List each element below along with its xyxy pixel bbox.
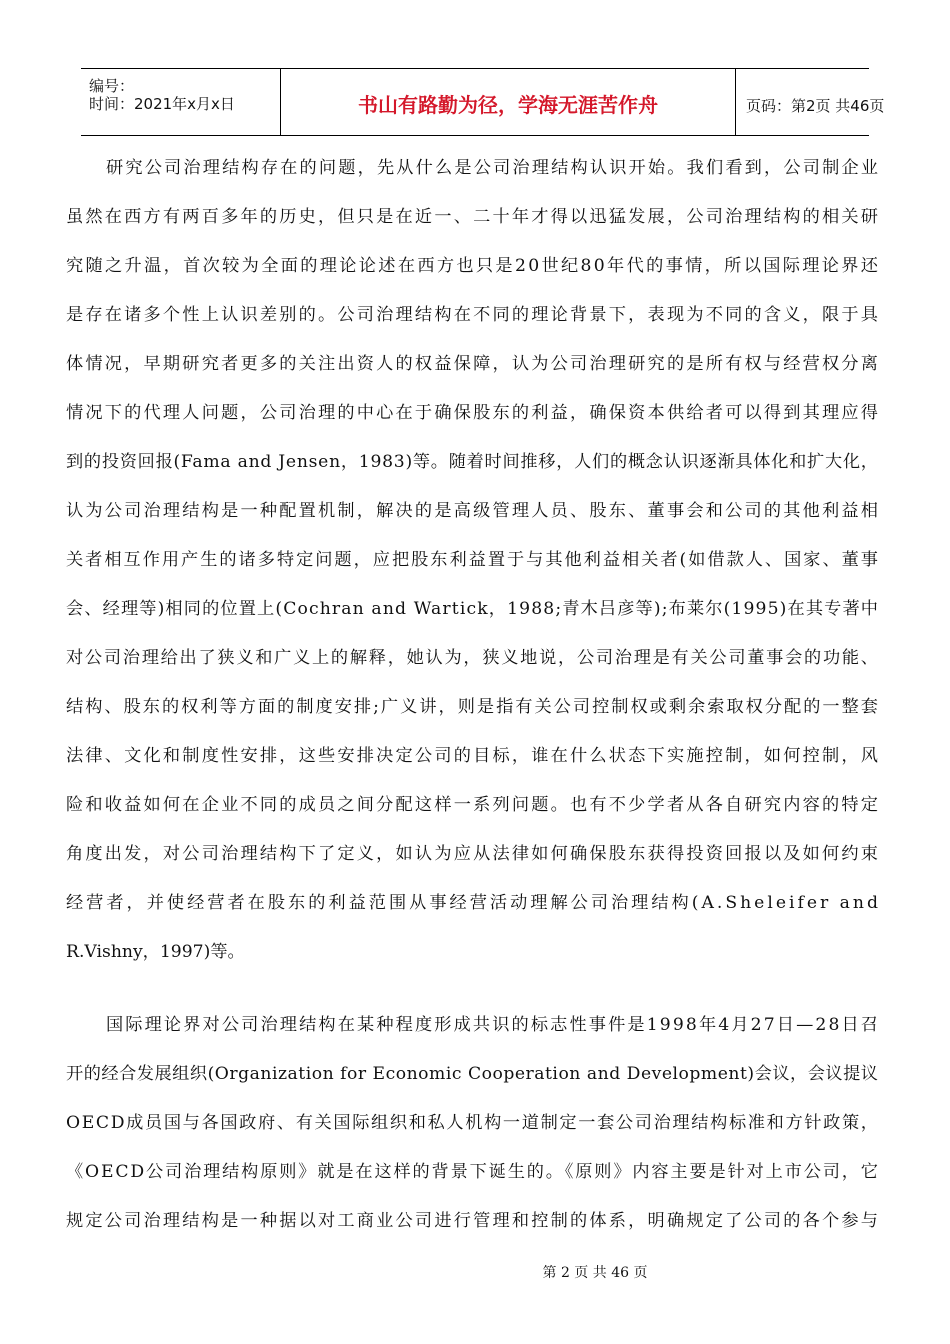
body-line: 险和收益如何在企业不同的成员之间分配这样一系列问题。也有不少学者从各自研究内容的特定 — [66, 795, 881, 815]
header-motto-cell — [281, 69, 736, 135]
body-line: 国际理论界对公司治理结构在某种程度形成共识的标志性事件是1998年4月27日—28日召 — [106, 1015, 881, 1035]
body-line: 《OECD公司治理结构原则》就是在这样的背景下诞生的。《原则》内容主要是针对上市公司，它 — [66, 1162, 880, 1182]
body-line: 关者相互作用产生的诸多特定问题，应把股东利益置于与其他利益相关者(如借款人、国家、董事 — [66, 550, 880, 570]
body-line: 法律、文化和制度性安排，这些安排决定公司的目标，谁在什么状态下实施控制，如何控制，风 — [66, 746, 881, 766]
body-line: 虽然在西方有两百多年的历史，但只是在近一、二十年才得以迅猛发展，公司治理结构的相关研 — [66, 207, 881, 227]
document-time-label: 时间：2021年x月x日 — [89, 95, 235, 113]
footer-page-number: 第 2 页 共 46 页 — [542, 1265, 648, 1281]
body-line: 经营者，并使经营者在股东的利益范围从事经营活动理解公司治理结构(A.Sheleifer and — [66, 893, 881, 913]
header-page-cell — [736, 69, 885, 135]
body-line: 究随之升温，首次较为全面的理论论述在西方也只是20世纪80年代的事情，所以国际理论界还 — [66, 256, 881, 276]
body-line: 是存在诸多个性上认识差别的。公司治理结构在不同的理论背景下，表现为不同的含义，限于具 — [66, 305, 881, 325]
header-page-info: 页码：第2页 共46页 — [746, 97, 885, 115]
body-line: 规定公司治理结构是一种据以对工商业公司进行管理和控制的体系，明确规定了公司的各个参与 — [66, 1211, 881, 1231]
body-line: 情况下的代理人问题，公司治理的中心在于确保股东的利益，确保资本供给者可以得到其理应得 — [66, 403, 881, 423]
document-number-label: 编号： — [89, 77, 135, 95]
page-footer — [0, 1262, 950, 1282]
body-line: OECD成员国与各国政府、有关国际组织和私人机构一道制定一套公司治理结构标准和方针政策， — [66, 1113, 880, 1133]
body-line: 结构、股东的权利等方面的制度安排;广义讲，则是指有关公司控制权或剩余索取权分配的一整套 — [66, 697, 881, 717]
body-line: 角度出发，对公司治理结构下了定义，如认为应从法律如何确保股东获得投资回报以及如何约束 — [66, 844, 881, 864]
header-motto: 书山有路勤为径，学海无涯苦作舟 — [358, 93, 658, 117]
body-line: 体情况，早期研究者更多的关注出资人的权益保障，认为公司治理研究的是所有权与经营权分离 — [66, 354, 881, 374]
body-line: 开的经合发展组织(Organization for Economic Cooperation and Development)会议，会议提议 — [66, 1064, 879, 1084]
document-header — [81, 68, 885, 136]
body-line: 认为公司治理结构是一种配置机制，解决的是高级管理人员、股东、董事会和公司的其他利益相 — [66, 501, 881, 521]
body-line: R.Vishny，1997)等。 — [66, 942, 245, 962]
body-line: 对公司治理给出了狭义和广义上的解释，她认为，狭义地说，公司治理是有关公司董事会的功能、 — [66, 648, 880, 668]
body-line: 会、经理等)相同的位置上(Cochran and Wartick，1988;青木吕彦等);布莱尔(1995)在其专著中 — [66, 599, 880, 619]
body-line: 研究公司治理结构存在的问题，先从什么是公司治理结构认识开始。我们看到，公司制企业 — [106, 158, 881, 178]
body-line: 到的投资回报(Fama and Jensen，1983)等。随着时间推移，人们的概念认识逐渐具体化和扩大化， — [66, 452, 879, 472]
header-meta-cell — [81, 69, 281, 135]
